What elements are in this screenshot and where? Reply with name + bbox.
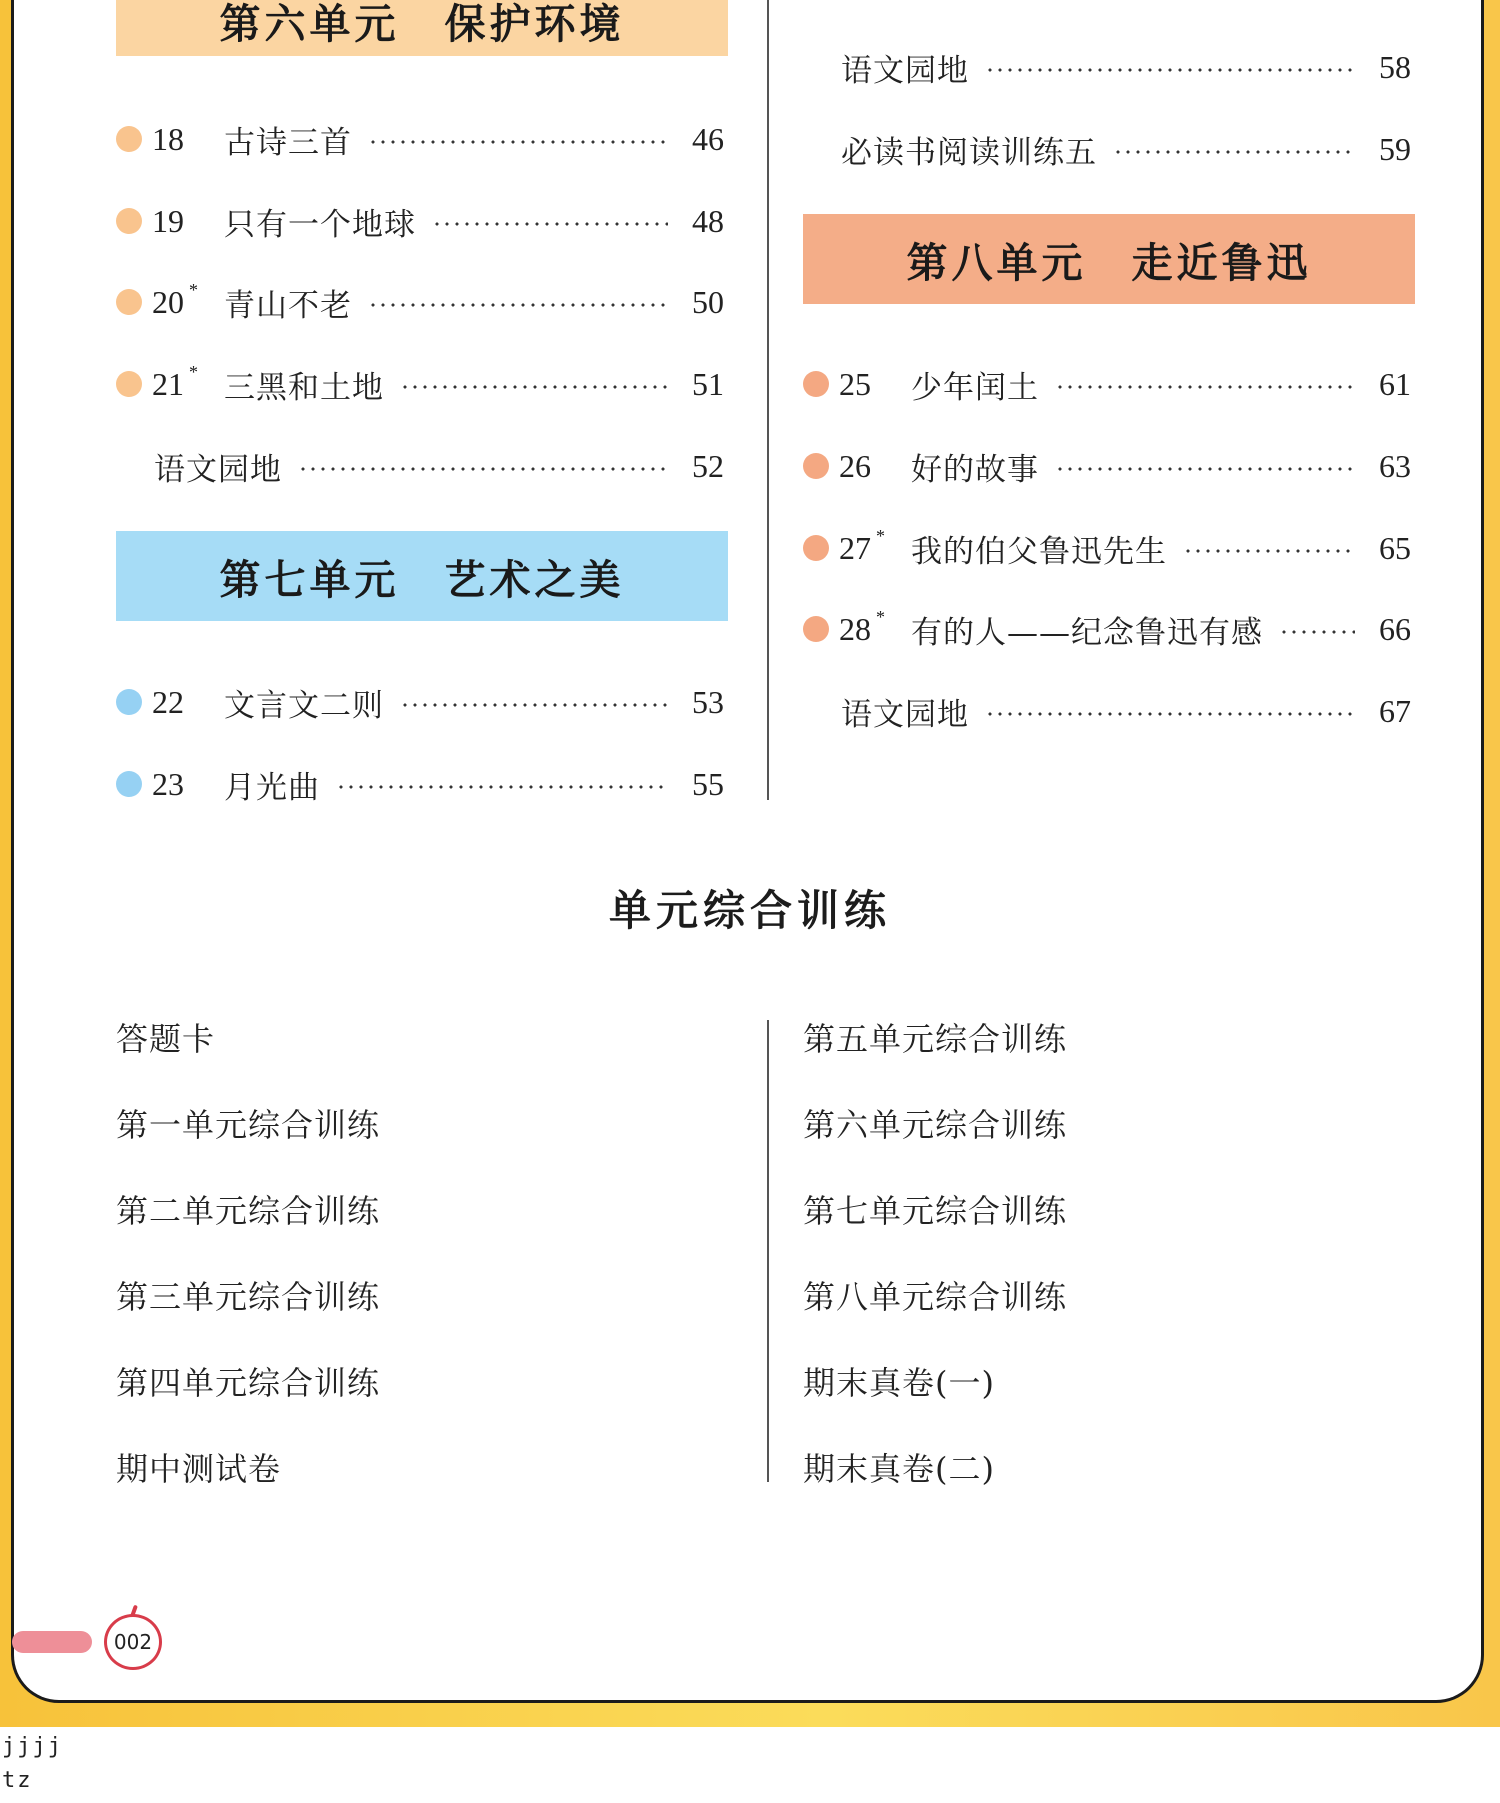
lesson-title: 我的伯父鲁迅先生 [911,533,1167,570]
lesson-number-text: 27 [839,529,871,566]
lesson-title: 好的故事 [911,451,1039,488]
bullet-dot-icon [803,535,829,561]
lesson-number-text: 21 [152,365,184,402]
training-item[interactable]: 第四单元综合训练 [116,1364,381,1402]
toc-row[interactable] [116,278,724,326]
lesson-title: 青山不老 [224,287,352,324]
bullet-dot-icon [116,126,142,152]
dot-leaders [1113,150,1355,154]
footer-text-line: jjjj [2,1734,63,1759]
toc-row[interactable] [116,678,724,726]
lesson-number-text: 18 [152,120,184,157]
training-item[interactable]: 第八单元综合训练 [803,1278,1068,1316]
lesson-page-number: 48 [692,202,724,239]
lesson-title: 语文园地 [841,52,969,89]
lesson-number [152,279,222,321]
lesson-number [839,366,909,403]
lesson-page-number: 65 [1379,529,1411,566]
lesson-number-text: 20 [152,283,184,320]
optional-lesson-star: * [876,525,885,546]
toc-row[interactable] [803,43,1411,91]
training-section-heading: 单元综合训练 [608,886,891,935]
page-number-badge: 002 [104,1614,162,1670]
training-item[interactable]: 第二单元综合训练 [116,1192,381,1230]
dot-leaders [1055,385,1355,389]
bullet-dot-icon [803,371,829,397]
toc-row[interactable] [803,442,1411,490]
lesson-number-text: 28 [839,610,871,647]
lesson-title: 少年闰土 [911,369,1039,406]
toc-row[interactable] [803,125,1411,173]
lesson-number [152,684,222,721]
lesson-number [152,361,222,403]
optional-lesson-star: * [189,279,198,300]
lesson-number [152,766,222,803]
training-item[interactable]: 第七单元综合训练 [803,1192,1068,1230]
toc-row[interactable] [803,605,1411,653]
dot-leaders [1183,549,1355,553]
dot-leaders [368,140,668,144]
lesson-number-text: 23 [152,765,184,802]
lesson-page-number: 55 [692,765,724,802]
bullet-dot-icon [116,208,142,234]
footer-text-line: tz [2,1768,33,1793]
lesson-page-number: 51 [692,365,724,402]
dot-leaders [336,785,668,789]
lesson-number-text: 25 [839,365,871,402]
lesson-page-number: 59 [1379,130,1411,167]
lesson-page-number: 58 [1379,48,1411,85]
training-item[interactable]: 期末真卷(一) [803,1364,995,1402]
toc-row[interactable] [803,687,1411,735]
lesson-title: 三黑和土地 [224,369,384,406]
upper-column-divider [767,0,769,800]
training-item[interactable]: 第一单元综合训练 [116,1106,381,1144]
dot-leaders [400,385,668,389]
bullet-dot-icon [116,371,142,397]
training-item[interactable]: 第三单元综合训练 [116,1278,381,1316]
optional-lesson-star: * [189,361,198,382]
lesson-title: 有的人——纪念鲁迅有感 [911,614,1263,651]
toc-row[interactable] [116,115,724,163]
lesson-number [839,606,909,648]
toc-row[interactable] [803,524,1411,572]
dot-leaders [1055,467,1355,471]
training-item[interactable]: 答题卡 [116,1020,216,1058]
unit-six-banner: 第六单元 保护环境 [116,0,728,56]
lesson-number [839,448,909,485]
lesson-page-number: 61 [1379,365,1411,402]
lower-column-divider [767,1020,769,1482]
lesson-title: 文言文二则 [224,687,384,724]
lesson-page-number: 46 [692,120,724,157]
dot-leaders [298,467,668,471]
bullet-dot-icon [116,689,142,715]
dot-leaders [985,68,1355,72]
training-item[interactable]: 第六单元综合训练 [803,1106,1068,1144]
lesson-number-text: 19 [152,202,184,239]
lesson-title: 古诗三首 [224,124,352,161]
lesson-page-number: 63 [1379,447,1411,484]
bullet-dot-icon [803,453,829,479]
toc-row[interactable] [116,442,724,490]
lesson-title: 语文园地 [841,696,969,733]
lesson-number [152,121,222,158]
lesson-title: 月光曲 [224,769,320,806]
dot-leaders [432,222,668,226]
toc-row[interactable] [116,760,724,808]
bullet-dot-icon [116,289,142,315]
optional-lesson-star: * [876,606,885,627]
dot-leaders [1279,630,1355,634]
toc-row[interactable] [803,360,1411,408]
lesson-page-number: 50 [692,283,724,320]
training-item[interactable]: 第五单元综合训练 [803,1020,1068,1058]
dot-leaders [368,303,668,307]
lesson-page-number: 67 [1379,692,1411,729]
training-item[interactable]: 期中测试卷 [116,1450,282,1488]
bullet-dot-icon [116,771,142,797]
lesson-number-text: 26 [839,447,871,484]
lesson-number [152,203,222,240]
lesson-page-number: 53 [692,683,724,720]
toc-row[interactable] [116,197,724,245]
lesson-title: 只有一个地球 [224,206,416,243]
lesson-number-text: 22 [152,683,184,720]
unit-seven-banner: 第七单元 艺术之美 [116,531,728,621]
dot-leaders [400,703,668,707]
lesson-title: 必读书阅读训练五 [841,134,1097,171]
decorative-tab-pill [12,1631,92,1653]
lesson-page-number: 66 [1379,610,1411,647]
dot-leaders [985,712,1355,716]
toc-row[interactable] [116,360,724,408]
bullet-dot-icon [803,616,829,642]
lesson-page-number: 52 [692,447,724,484]
lesson-title: 语文园地 [154,451,282,488]
unit-eight-banner: 第八单元 走近鲁迅 [803,214,1415,304]
training-item[interactable]: 期末真卷(二) [803,1450,995,1488]
lesson-number [839,525,909,567]
